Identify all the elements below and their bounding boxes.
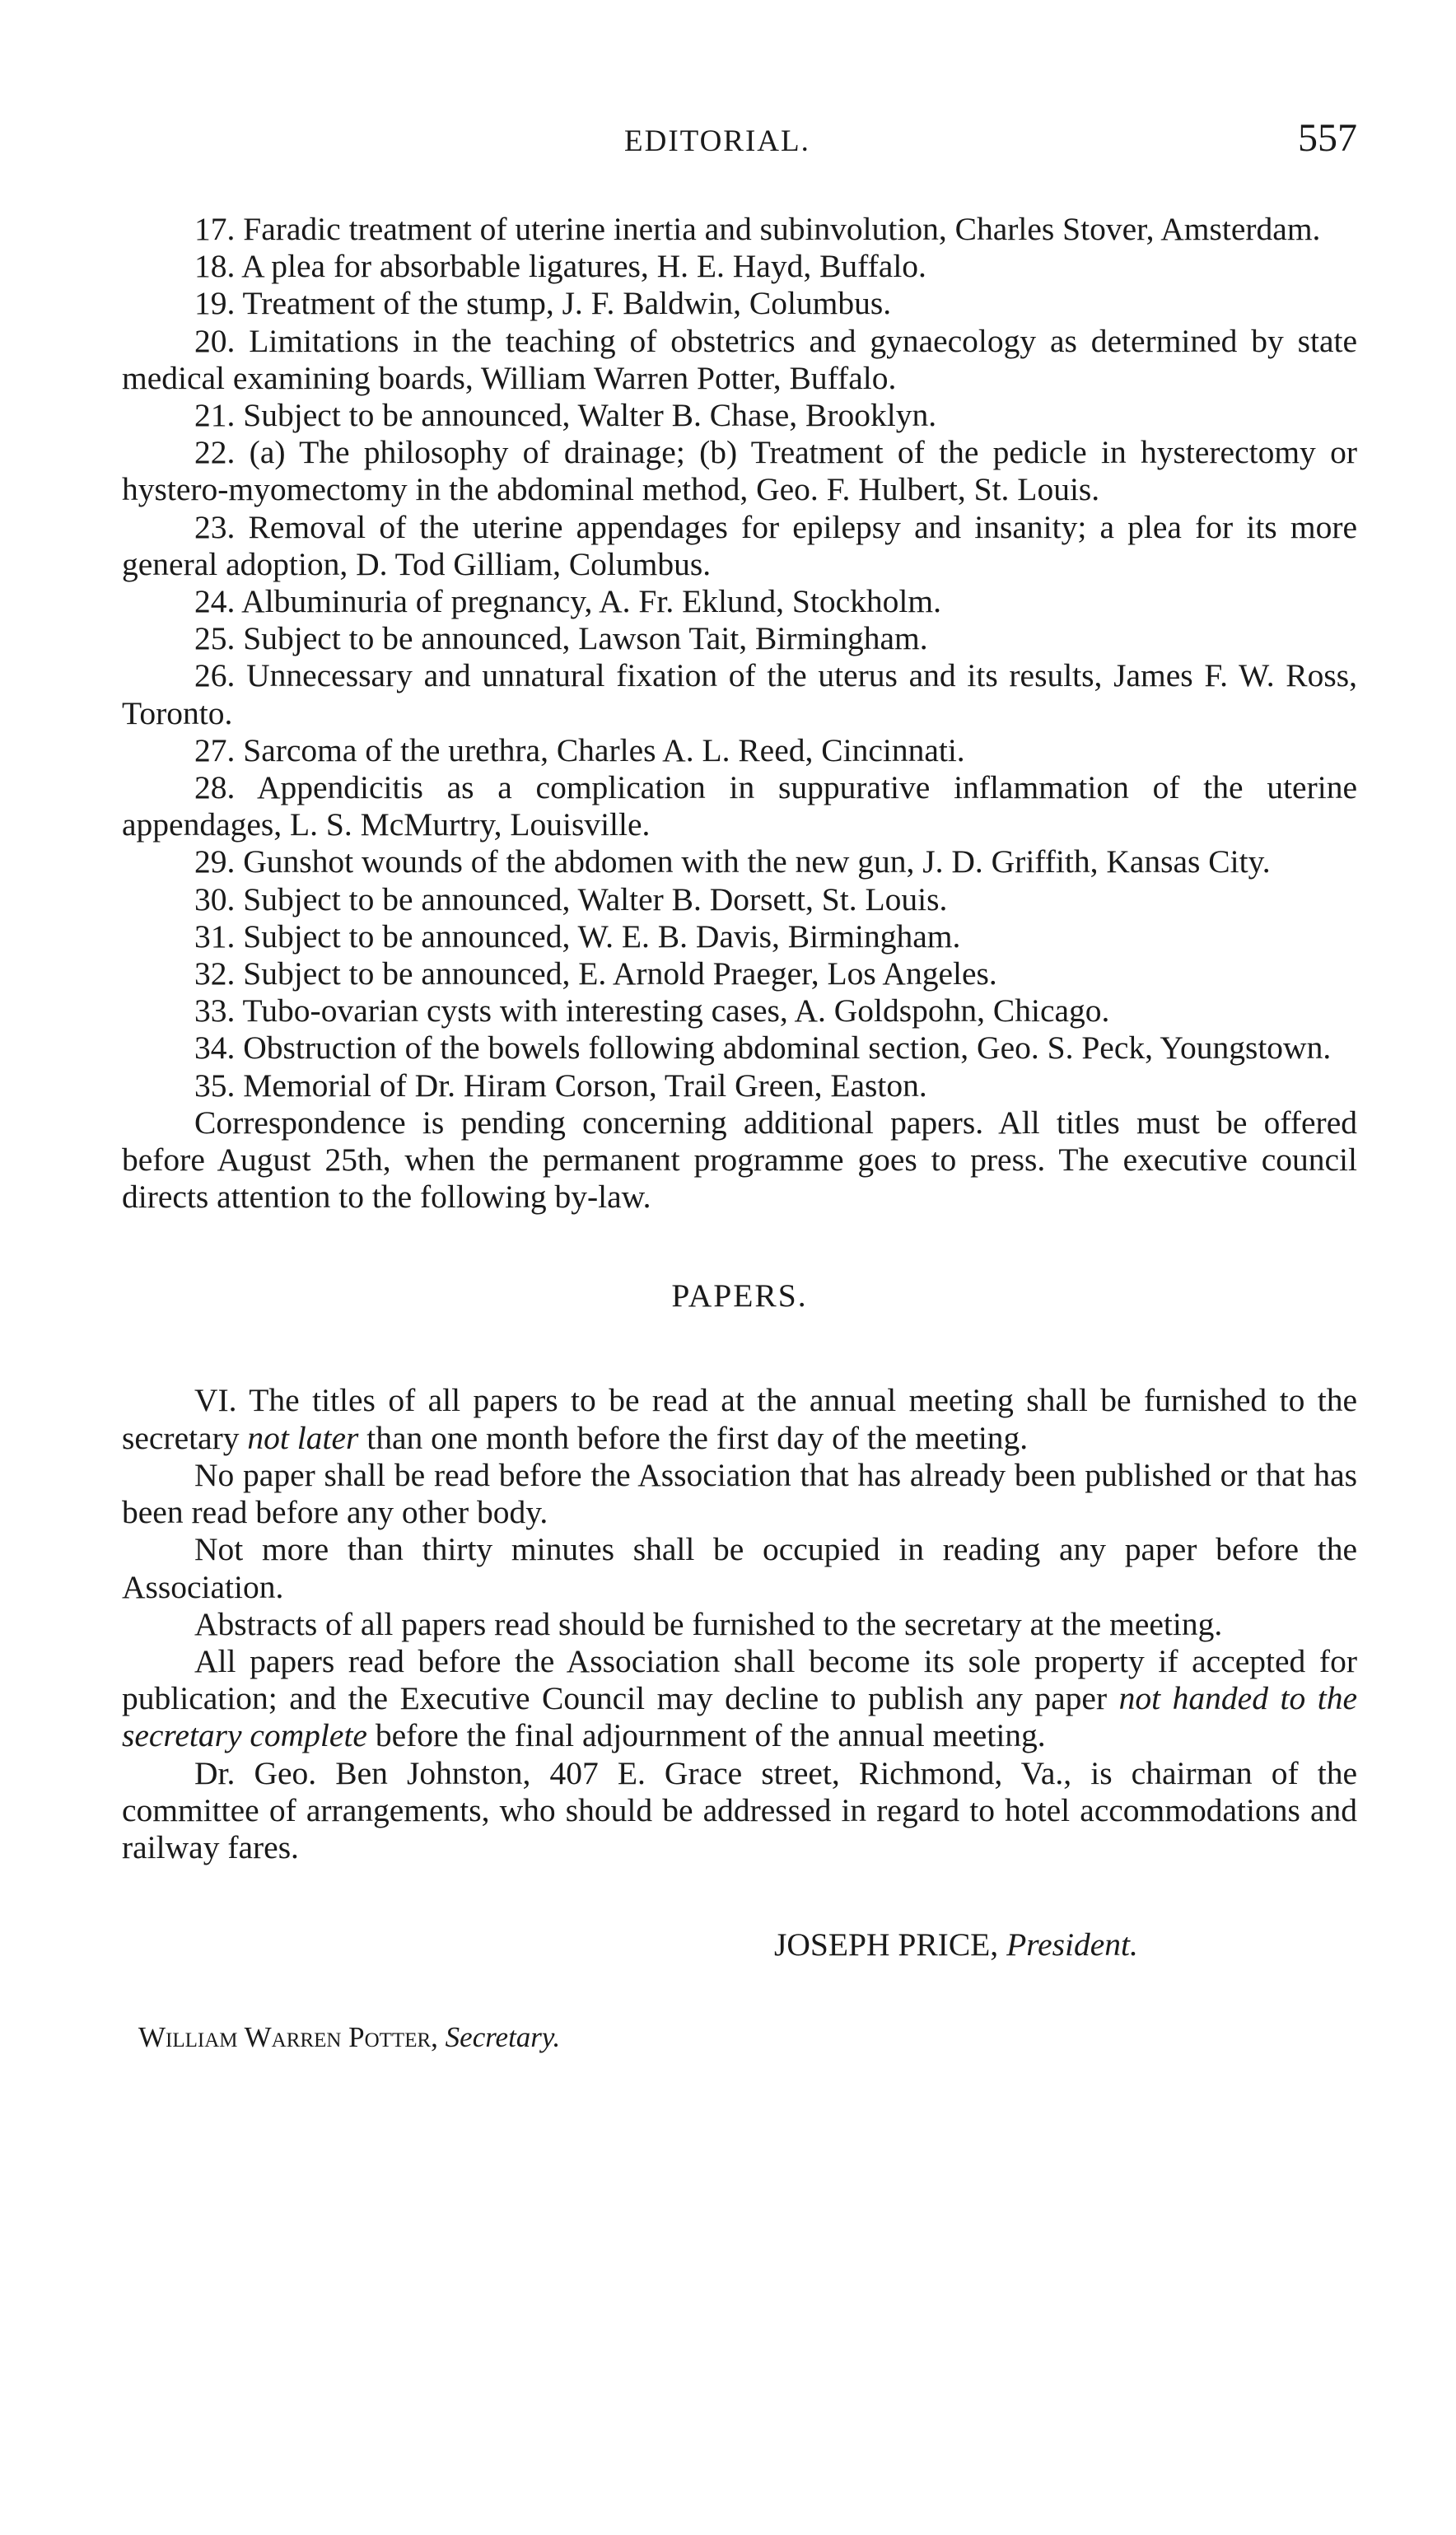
list-item [122, 843, 1357, 880]
item-text: (a) The philosophy of drainage; (b) Treatment of the pedicle in hysterectomy or hystero-myomectomy in the abdominal method, Geo. F. Hulbert, St. Louis. [122, 434, 1358, 508]
papers-list [122, 211, 1357, 1216]
arrangements-paragraph: Dr. Geo. Ben Johnston, 407 E. Grace street, Richmond, Va., is chairman of the committee of arrangements, who should be addressed in regard to hotel accommodations and railway fares. [122, 1754, 1357, 1865]
bylaw-paragraph [122, 1382, 1357, 1456]
bylaw-text-run: VI. The titles of all papers to be read at the annual meeting shall be furnished to the secretary [122, 1382, 1357, 1456]
item-text: Treatment of the stump, J. F. Baldwin, Columbus. [242, 285, 892, 322]
bylaw-text [122, 1382, 1357, 1866]
list-item [122, 211, 1357, 248]
item-number: 35. [194, 1067, 236, 1104]
list-item [122, 657, 1357, 731]
item-number: 33. [194, 992, 236, 1029]
list-item [122, 434, 1357, 508]
item-text: Subject to be announced, Walter B. Dorsett, St. Louis. [243, 880, 948, 917]
list-item [122, 881, 1357, 918]
bylaw-paragraph: Not more than thirty minutes shall be occupied in reading any paper before the Association. [122, 1531, 1357, 1605]
item-number: 32. [194, 955, 236, 992]
item-number: 31. [194, 917, 236, 955]
item-number: 22. [194, 434, 236, 471]
item-text: Subject to be announced, Walter B. Chase, Brooklyn. [243, 397, 937, 434]
secretary-title: Secretary. [445, 2021, 561, 2054]
list-item [122, 248, 1357, 285]
correspondence-paragraph: Correspondence is pending concerning additional papers. All titles must be offered before August 25th, when the permanent programme goes to press. The executive council directs attention to the following by-law. [122, 1104, 1357, 1216]
item-text: Albuminuria of pregnancy, A. Fr. Eklund, Stockholm. [241, 583, 941, 620]
bylaw-paragraph: No paper shall be read before the Association that has already been published or that has been read before any other body. [122, 1456, 1357, 1531]
president-signature [122, 1926, 1357, 1965]
running-head [122, 115, 1357, 173]
item-text: Appendicitis as a complication in suppurative inflammation of the uterine appendages, L. S. McMurtry, Louisville. [122, 769, 1357, 843]
item-text: Removal of the uterine appendages for epilepsy and insanity; a plea for its more general adoption, D. Tod Gilliam, Columbus. [122, 508, 1357, 582]
list-item [122, 732, 1357, 769]
list-item [122, 1029, 1357, 1067]
list-item [122, 620, 1357, 657]
item-number: 18. [194, 248, 236, 285]
president-title: President. [1006, 1926, 1138, 1963]
item-number: 26. [194, 657, 236, 694]
president-name: JOSEPH PRICE, [774, 1926, 999, 1963]
item-text: Gunshot wounds of the abdomen with the new gun, J. D. Griffith, Kansas City. [243, 843, 1271, 880]
item-text: Unnecessary and unnatural fixation of the uterus and its results, James F. W. Ross, Toronto. [122, 657, 1358, 731]
item-text: Faradic treatment of uterine inertia and subinvolution, Charles Stover, Amsterdam. [243, 211, 1321, 247]
item-number: 23. [194, 508, 236, 545]
item-number: 27. [194, 731, 236, 768]
item-number: 17. [194, 211, 236, 247]
bylaw-paragraph [122, 1643, 1357, 1755]
item-number: 34. [194, 1029, 236, 1067]
emphasis-text: not handed to the secretary complete [122, 1680, 1357, 1754]
item-text: Obstruction of the bowels following abdominal section, Geo. S. Peck, Youngstown. [243, 1029, 1332, 1067]
bylaw-paragraph: Abstracts of all papers read should be furnished to the secretary at the meeting. [194, 1605, 1223, 1642]
item-text: Tubo-ovarian cysts with interesting cases, A. Goldspohn, Chicago. [242, 992, 1110, 1029]
item-text: Sarcoma of the urethra, Charles A. L. Reed, Cincinnati. [243, 731, 965, 768]
item-number: 19. [194, 285, 236, 322]
item-number: 25. [194, 620, 236, 657]
emphasis-text: not later [247, 1419, 359, 1456]
list-item [122, 1067, 1357, 1104]
page-number: 557 [1298, 116, 1357, 160]
list-item [122, 583, 1357, 620]
list-item [122, 285, 1357, 322]
list-item [122, 992, 1357, 1029]
document-page [122, 115, 1357, 2054]
bylaw-text-run: before the final adjournment of the annual meeting. [366, 1717, 1046, 1754]
item-text: Subject to be announced, W. E. B. Davis, Birmingham. [243, 917, 961, 955]
item-number: 29. [194, 843, 236, 880]
list-item [122, 955, 1357, 992]
item-text: Limitations in the teaching of obstetrics and gynaecology as determined by state medical examining boards, William Warren Potter, Buffalo. [122, 322, 1357, 396]
secretary-signature [122, 2021, 1357, 2054]
list-item [122, 397, 1357, 434]
item-number: 28. [194, 769, 236, 806]
bylaw-text-run: than one month before the first day of the meeting. [358, 1419, 1029, 1456]
item-text: A plea for absorbable ligatures, H. E. Hayd, Buffalo. [241, 248, 926, 285]
list-item [122, 509, 1357, 583]
list-item [122, 918, 1357, 955]
president-signature-line [774, 1926, 1138, 1963]
item-text: Subject to be announced, Lawson Tait, Birmingham. [243, 620, 928, 657]
item-number: 20. [194, 322, 236, 359]
item-number: 30. [194, 880, 236, 917]
bylaw-text-run: All papers read before the Association shall become its sole property if accepted for publication; and the Executive Council may decline to publish any paper [122, 1642, 1357, 1717]
item-number: 21. [194, 397, 236, 434]
running-title: EDITORIAL. [624, 124, 810, 158]
secretary-name: William Warren Potter, [138, 2021, 438, 2054]
item-text: Subject to be announced, E. Arnold Praeger, Los Angeles. [243, 955, 997, 992]
list-item [122, 769, 1357, 843]
section-heading: PAPERS. [671, 1277, 808, 1314]
item-number: 24. [194, 583, 236, 620]
list-item [122, 323, 1357, 397]
item-text: Memorial of Dr. Hiram Corson, Trail Green, Easton. [243, 1067, 927, 1104]
